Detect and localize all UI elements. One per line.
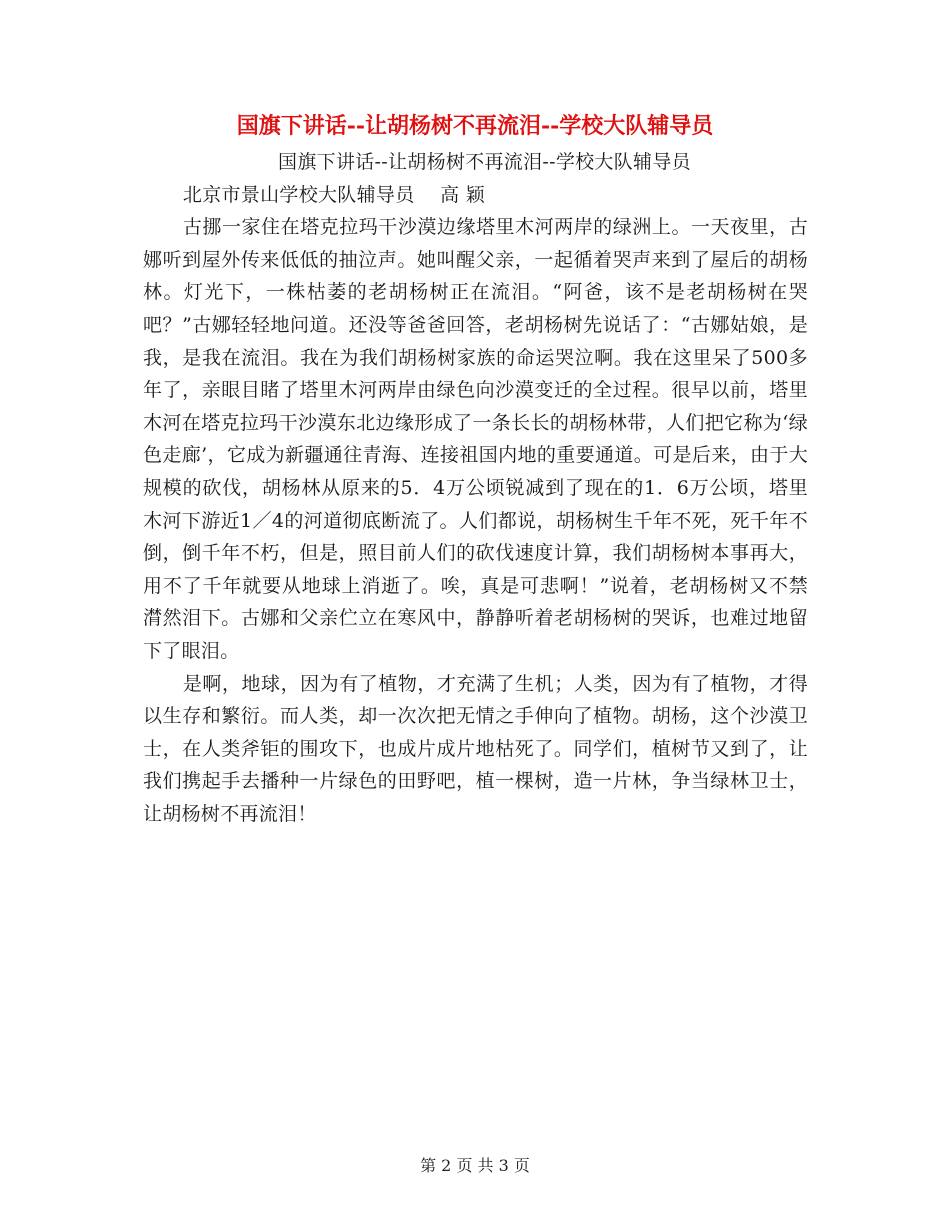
paragraph: 古挪一家住在塔克拉玛干沙漠边缘塔里木河两岸的绿洲上。一天夜里，古娜听到屋外传来低低的抽泣声。她叫醒父亲，一起循着哭声来到了屋后的胡杨林。灯光下，一株枯萎的老胡杨树正在流泪。“阿爸，该不是老胡杨树在哭吧？”古娜轻轻地问道。还没等爸爸回答，老胡杨树先说话了：“古娜姑娘，是我，是我在流泪。我在为我们胡杨树家族的命运哭泣啊。我在这里呆了500多年了，亲眼目睹了塔里木河两岸由绿色向沙漠变迁的全过程。很早以前，塔里木河在塔克拉玛干沙漠东北边缘形成了一条长长的胡杨林带，人们把它称为‘绿色走廊’，它成为新疆通往青海、连接祖国内地的重要通道。可是后来，由于大规模的砍伐，胡杨林从原来的5．4万公顷锐减到了现在的1．6万公顷，塔里木河下游近1／4的河道彻底断流了。人们都说，胡杨树生千年不死，死千年不倒，倒千年不朽，但是，照目前人们的砍伐速度计算，我们胡杨树本事再大，用不了千年就要从地球上消逝了。唉，真是可悲啊！”说着，老胡杨树又不禁潸然泪下。古娜和父亲伫立在寒风中，静静听着老胡杨树的哭诉，也难过地留下了眼泪。: [143, 216, 808, 662]
page-footer: 第 2 页 共 3 页: [420, 1156, 530, 1175]
author-line: 北京市景山学校大队辅导员 高 颖: [182, 183, 486, 206]
document-title: 国旗下讲话--让胡杨树不再流泪--学校大队辅导员: [236, 113, 714, 139]
document-body: [143, 146, 808, 830]
document-subtitle: 国旗下讲话--让胡杨树不再流泪--学校大队辅导员: [278, 151, 691, 173]
paragraph: 是啊，地球，因为有了植物，才充满了生机；人类，因为有了植物，才得以生存和繁衍。而人类，却一次次把无情之手伸向了植物。胡杨，这个沙漠卫士，在人类斧钜的围攻下，也成片成片地枯死了。同学们，植树节又到了，让我们携起手去播种一片绿色的田野吧，植一棵树，造一片林，争当绿林卫士，让胡杨树不再流泪！: [143, 672, 808, 825]
